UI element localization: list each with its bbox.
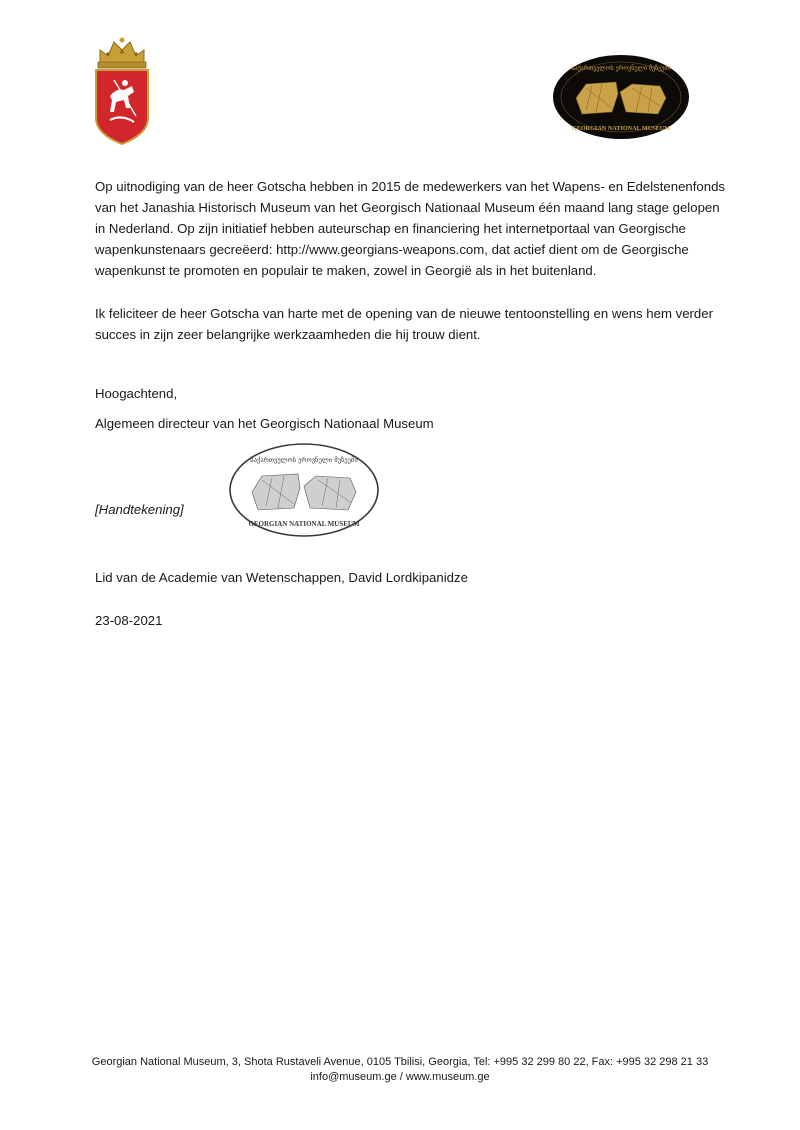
- letter-paragraph: Op uitnodiging van de heer Gotscha hebben in 2015 de medewerkers van het Wapens- en Edelstenenfonds van het Janashia Historisch Museum van het Georgisch Nationaal Museum één maand lang stage gelopen in Nederland. Op zijn initiatief hebben auteurschap en financiering het internetportaal van Georgische wapenkunstenaars gecreëerd: http://www.georgians-weapons.com, dat actief dient om de Georgische wapenkunst te promoten en populair te maken, zowel in Georgië als in het buitenland.: [95, 179, 725, 278]
- letter-closing: Hoogachtend,: [95, 386, 178, 401]
- stamp-georgian-text: საქართველოს ეროვნული მუზეუმი: [250, 456, 358, 464]
- sender-name: Lid van de Academie van Wetenschappen, David Lordkipanidze: [95, 570, 468, 585]
- logo-english-text: GEORGIAN NATIONAL MUSEUM: [571, 125, 671, 132]
- coat-of-arms-icon: [92, 36, 152, 146]
- letter-date: 23-08-2021: [95, 613, 163, 628]
- museum-logo: [552, 54, 690, 140]
- footer-address: Georgian National Museum, 3, Shota Rustaveli Avenue, 0105 Tbilisi, Georgia, Tel: +995 32 299 80 22, Fax: +995 32 298 21 33: [91, 1056, 709, 1068]
- sender-title: Algemeen directeur van het Georgisch Nationaal Museum: [95, 416, 434, 431]
- footer-contact: info@museum.ge / www.museum.ge: [310, 1071, 490, 1083]
- logo-georgian-text: საქართველოს ეროვნული მუზეუმი: [571, 65, 671, 72]
- letter-paragraph: Ik feliciteer de heer Gotscha van harte met de opening van de nieuwe tentoonstelling en wens hem verder succes in zijn zeer belangrijke werkzaamheden die hij trouw dient.: [95, 306, 713, 342]
- signature-placeholder: [Handtekening]: [95, 502, 184, 517]
- museum-stamp: [228, 442, 380, 538]
- page-footer: [0, 1055, 800, 1085]
- stamp-english-text: GEORGIAN NATIONAL MUSEUM: [248, 520, 360, 528]
